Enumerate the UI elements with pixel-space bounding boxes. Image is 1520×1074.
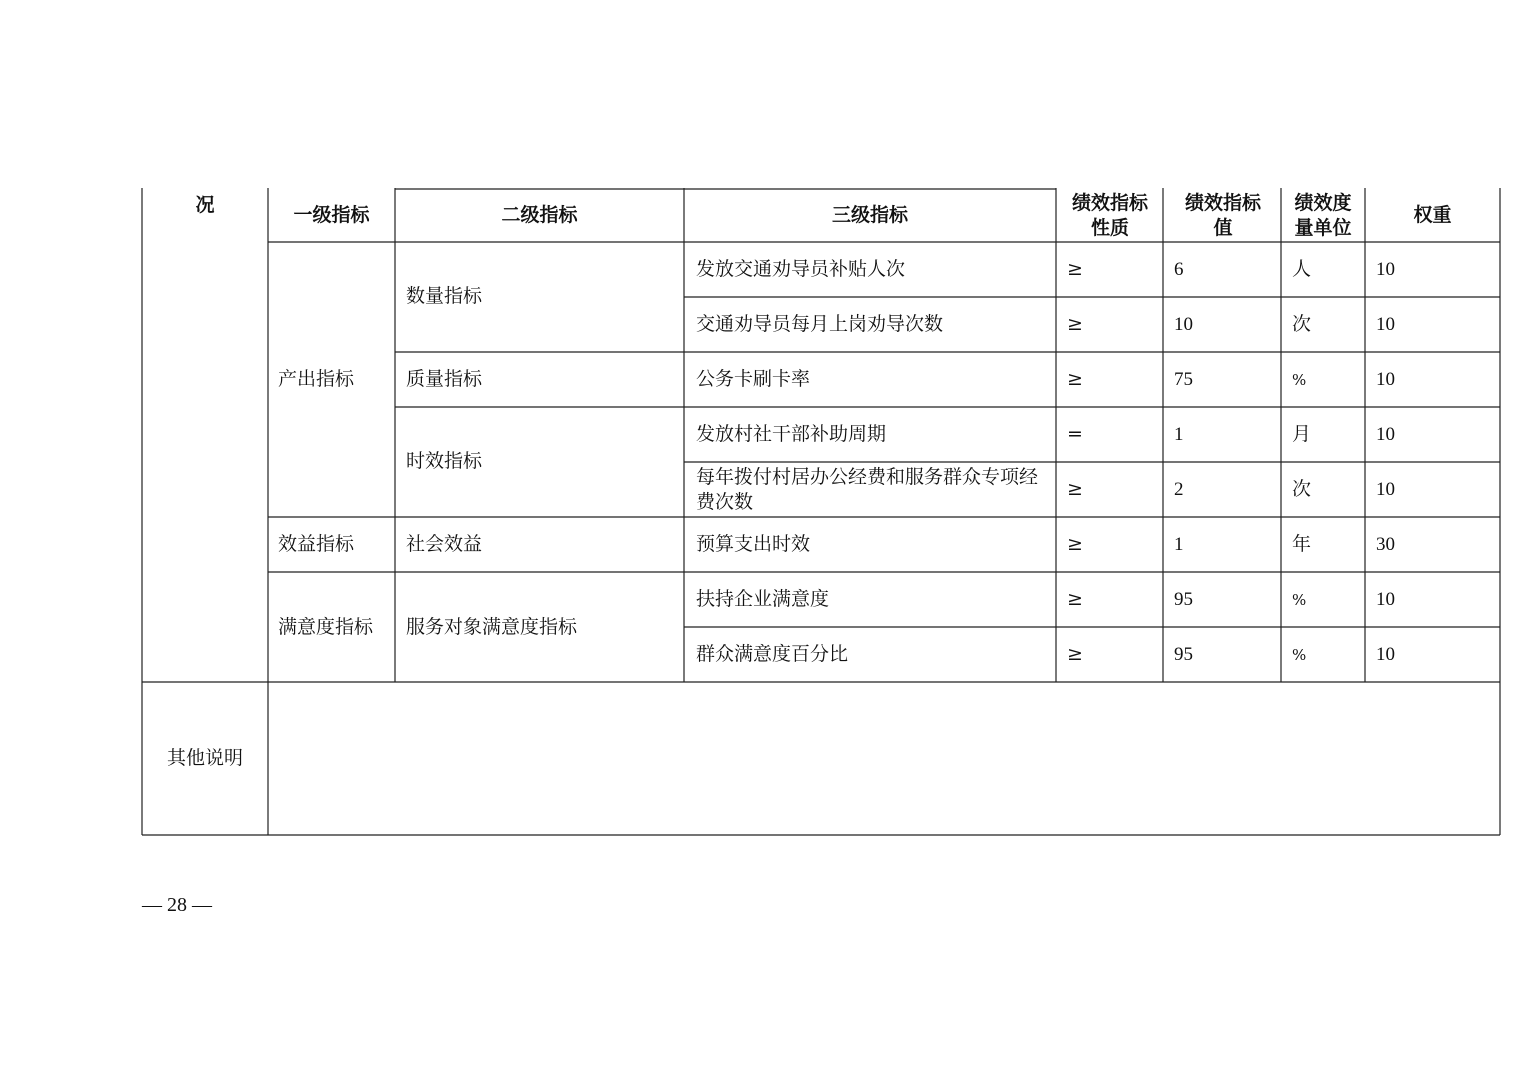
- row-6-value: 1: [1174, 534, 1184, 555]
- row-3-unit: %: [1292, 371, 1307, 389]
- row-4-value: 1: [1174, 424, 1184, 445]
- row-1-unit: 人: [1292, 258, 1312, 280]
- row-5-indicator: 每年拨付村居办公经费和服务群众专项经费次数: [696, 466, 1039, 513]
- row-6-nature: ≥: [1067, 533, 1083, 555]
- subgroup-quality: 质量指标: [406, 368, 483, 390]
- row-6-indicator: 预算支出时效: [696, 533, 811, 555]
- header-level1: 一级指标: [293, 204, 370, 226]
- row-4-unit: 月: [1292, 423, 1312, 445]
- row-8-indicator: 群众满意度百分比: [696, 643, 849, 665]
- header-nature: 绩效指标性质: [1071, 192, 1148, 239]
- subgroup-timeliness: 时效指标: [406, 450, 483, 472]
- row-5-value: 2: [1174, 479, 1184, 500]
- row-7-indicator: 扶持企业满意度: [696, 588, 830, 610]
- row-6-unit: 年: [1292, 533, 1312, 555]
- row-7-nature: ≥: [1067, 588, 1083, 610]
- group-benefit: 效益指标: [278, 533, 355, 555]
- subgroup-social: 社会效益: [406, 533, 483, 555]
- row-2-unit: 次: [1292, 313, 1312, 335]
- left-label-top: 况: [195, 194, 215, 216]
- row-2-indicator: 交通劝导员每月上岗劝导次数: [696, 313, 944, 335]
- row-5-weight: 10: [1376, 479, 1395, 500]
- row-7-unit: %: [1292, 591, 1307, 609]
- row-3-value: 75: [1174, 369, 1193, 390]
- row-8-value: 95: [1174, 644, 1193, 665]
- header-weight: 权重: [1413, 204, 1452, 226]
- row-7-weight: 10: [1376, 589, 1395, 610]
- header-level2: 二级指标: [501, 204, 578, 226]
- row-8-unit: %: [1292, 646, 1307, 664]
- row-3-nature: ≥: [1067, 368, 1083, 390]
- row-4-weight: 10: [1376, 424, 1395, 445]
- row-2-nature: ≥: [1067, 313, 1083, 335]
- row-7-value: 95: [1174, 589, 1193, 610]
- row-1-value: 6: [1174, 259, 1184, 280]
- group-output: 产出指标: [278, 368, 355, 390]
- row-4-nature: =: [1067, 423, 1083, 445]
- group-satisfaction: 满意度指标: [278, 616, 374, 638]
- row-2-weight: 10: [1376, 314, 1395, 335]
- row-3-weight: 10: [1376, 369, 1395, 390]
- header-level3: 三级指标: [831, 204, 908, 226]
- header-value: 绩效指标值: [1184, 192, 1261, 239]
- row-6-weight: 30: [1376, 534, 1395, 555]
- header-unit: 绩效度量单位: [1294, 192, 1352, 239]
- row-5-unit: 次: [1292, 478, 1312, 500]
- row-5-nature: ≥: [1067, 478, 1083, 500]
- row-1-weight: 10: [1376, 259, 1395, 280]
- row-8-weight: 10: [1376, 644, 1395, 665]
- row-8-nature: ≥: [1067, 643, 1083, 665]
- subgroup-service-satisfaction: 服务对象满意度指标: [406, 616, 578, 638]
- row-1-indicator: 发放交通劝导员补贴人次: [696, 258, 906, 280]
- subgroup-quantity: 数量指标: [406, 285, 483, 307]
- page-number: — 28 —: [142, 894, 212, 916]
- row-3-indicator: 公务卡刷卡率: [696, 368, 811, 390]
- row-4-indicator: 发放村社干部补助周期: [696, 423, 887, 445]
- row-2-value: 10: [1174, 314, 1193, 335]
- row-1-nature: ≥: [1067, 258, 1083, 280]
- other-notes-label: 其他说明: [166, 747, 243, 769]
